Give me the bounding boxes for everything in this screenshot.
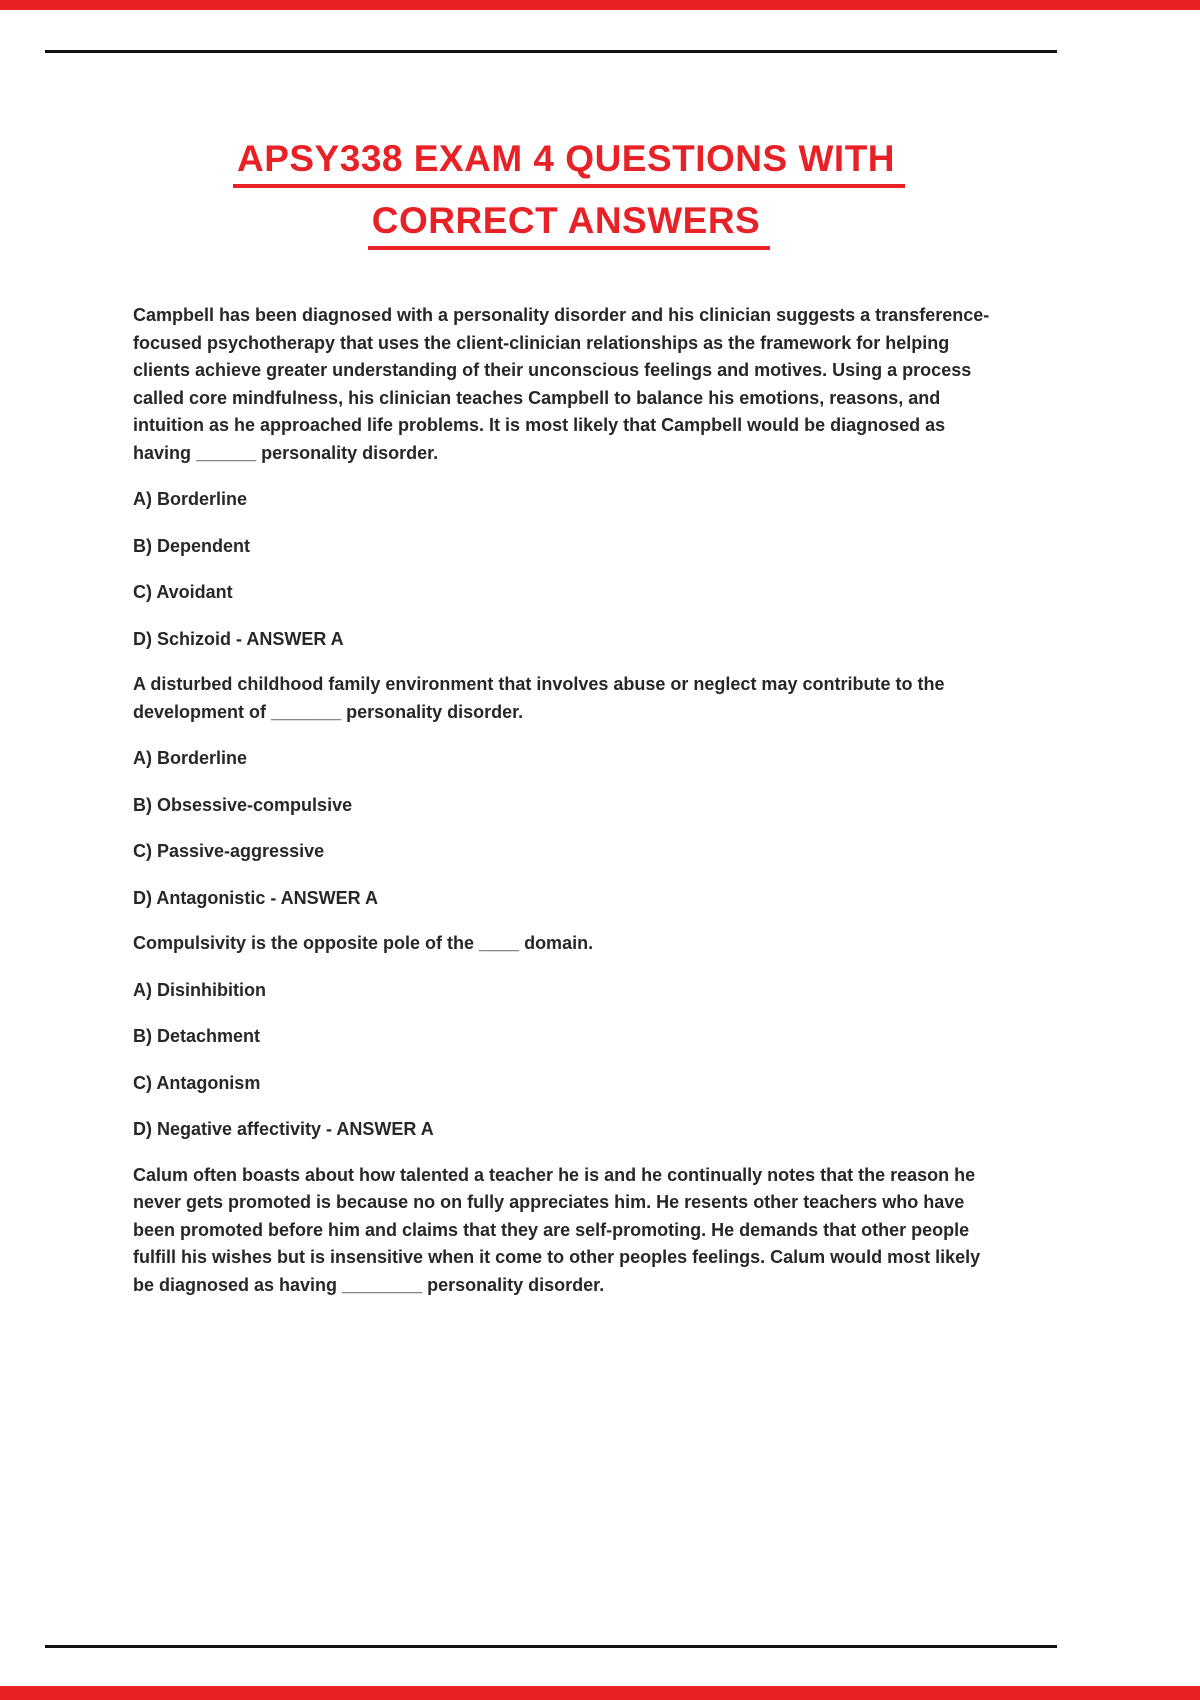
title-line-2: CORRECT ANSWERS xyxy=(368,198,770,250)
answer-option: B) Detachment xyxy=(133,1026,261,1046)
answer-option: A) Borderline xyxy=(133,748,248,768)
question-prompt: A disturbed childhood family environment that involves abuse or neglect may contribute to the development of _______ personality disorder. xyxy=(133,674,945,722)
answer-option: D) Schizoid - ANSWER A xyxy=(133,628,344,649)
title-row-2 xyxy=(133,190,1005,252)
answer-option: A) Disinhibition xyxy=(133,979,266,1000)
bottom-horizontal-rule xyxy=(45,1645,1057,1648)
question-block xyxy=(133,930,1005,1144)
answer-option: D) Negative affectivity - ANSWER A xyxy=(133,1119,434,1139)
question-block xyxy=(133,302,1005,653)
answer-option: C) Antagonism xyxy=(133,1072,261,1093)
answer-option: B) Dependent xyxy=(133,535,250,556)
answer-option: A) Borderline xyxy=(133,489,248,509)
document-title xyxy=(133,128,1005,252)
answer-option: B) Obsessive-compulsive xyxy=(133,794,353,815)
question-prompt: Campbell has been diagnosed with a personality disorder and his clinician suggests a transference-focused psychotherapy that uses the client-clinician relationships as the framework for helping clients achieve greater understanding of their unconscious feelings and motives. Using a process called core mindfulness, his clinician teaches Campbell to balance his emotions, reasons, and intuition as he approached life problems. It is most likely that Campbell would be diagnosed as having ______ personality disorder. xyxy=(133,305,990,463)
question-prompt: Calum often boasts about how talented a teacher he is and he continually notes that the reason he never gets promoted is because no on fully appreciates him. He resents other teachers who have been promoted before him and claims that they are self-promoting. He demands that other people fulfill his wishes but is insensitive when it come to other peoples feelings. Calum would most likely be diagnosed as having ________ personality disorder. xyxy=(133,1164,981,1295)
question-prompt: Compulsivity is the opposite pole of the ____ domain. xyxy=(133,933,594,953)
answer-option: D) Antagonistic - ANSWER A xyxy=(133,887,378,908)
document-content xyxy=(133,0,1005,1317)
question-block xyxy=(133,1162,1005,1300)
answer-option: C) Avoidant xyxy=(133,582,233,602)
title-line-1: APSY338 EXAM 4 QUESTIONS WITH xyxy=(233,136,905,188)
title-row-1 xyxy=(133,128,1005,190)
answer-option: C) Passive-aggressive xyxy=(133,841,325,861)
bottom-red-border xyxy=(0,1686,1200,1700)
question-block xyxy=(133,671,1005,912)
questions-container xyxy=(133,302,1005,1299)
